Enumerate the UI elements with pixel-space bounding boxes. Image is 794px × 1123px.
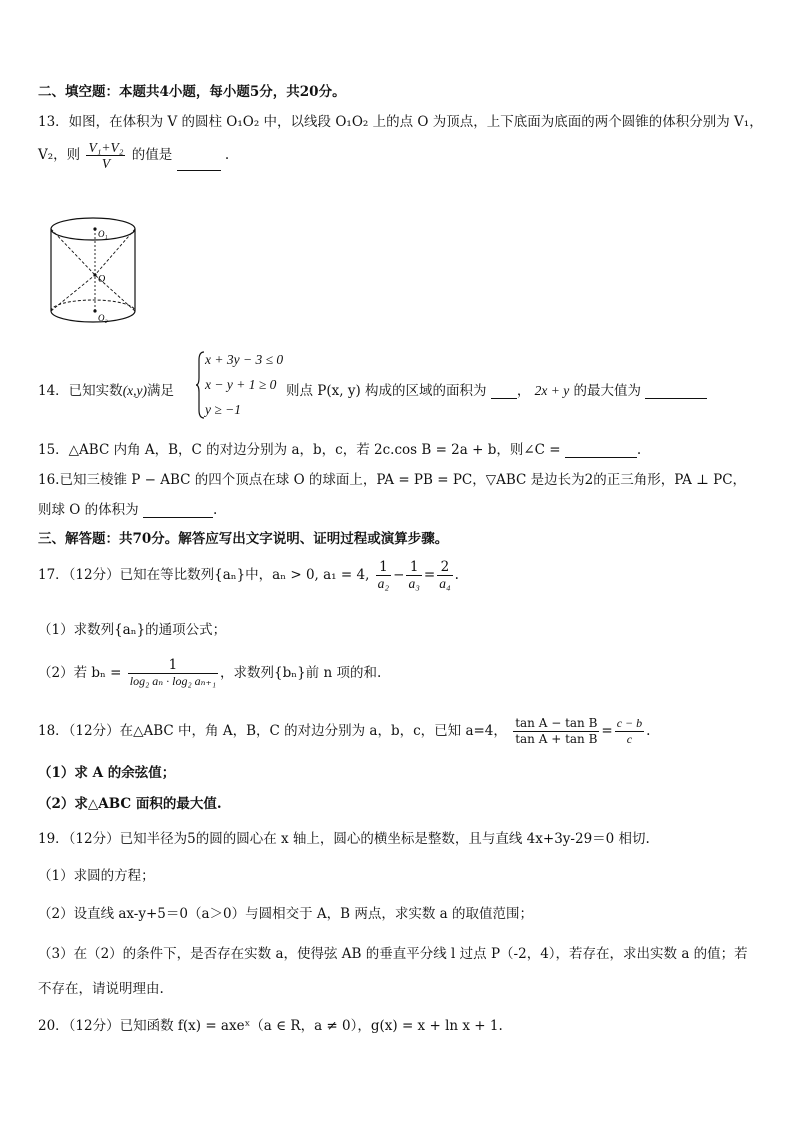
question-14-prefix xyxy=(38,379,174,399)
label-o: O xyxy=(98,274,106,285)
q13-fraction xyxy=(86,140,125,171)
q14-constraint-2: x − y + 1 ≥ 0 xyxy=(205,377,277,392)
q17-frac-2 xyxy=(406,560,421,591)
q17-p2-frac xyxy=(128,658,218,689)
q14-max-blank[interactable] xyxy=(645,384,707,399)
q13-answer-blank[interactable] xyxy=(177,156,221,171)
q17-frac-1-num: 1 xyxy=(376,560,391,576)
q17-pre: 17．（12分）已知在等比数列{aₙ}中，aₙ > 0, a₁ = 4, xyxy=(38,567,370,583)
question-18-part2: （2）求△ABC 面积的最大值. xyxy=(38,796,222,812)
q14-mid: 则点 P(x, y) 构成的区域的面积为 xyxy=(286,383,487,399)
q17-frac-1-den: a₂ xyxy=(377,576,390,591)
q13-prefix: V₂，则 xyxy=(38,147,81,163)
q17-frac-3-num: 2 xyxy=(437,560,452,576)
q18-frac-1 xyxy=(513,716,599,747)
question-13-line1: 13．如图，在体积为 V 的圆柱 O₁O₂ 中，以线段 O₁O₂ 上的点 O 为顶点，上下底面为底面的两个圆锥的体积分别为 V₁， xyxy=(38,114,763,130)
question-19-part3-line1: （3）在（2）的条件下，是否存在实数 a，使得弦 AB 的垂直平分线 l 过点 P（-2，4），若存在，求出实数 a 的值；若 xyxy=(38,946,748,962)
q16-end: . xyxy=(212,502,218,518)
question-17-stem xyxy=(38,560,459,591)
q15-answer-blank[interactable] xyxy=(565,443,637,458)
q17-minus: − xyxy=(393,567,405,583)
question-19-part3-line2: 不存在，请说明理由. xyxy=(38,981,164,997)
q17-frac-3-den: a₄ xyxy=(439,576,451,591)
q18-frac-2 xyxy=(615,716,644,747)
question-18-stem xyxy=(38,716,650,747)
q14-tail: 的最大值为 xyxy=(573,383,642,399)
question-19-stem: 19．（12分）已知半径为5的圆的圆心在 x 轴上，圆心的横坐标是整数，且与直线 4x+3y-29＝0 相切. xyxy=(38,831,650,847)
section-heading-solutions: 三、解答题：共70分。解答应写出文字说明、证明过程或演算步骤。 xyxy=(38,531,449,547)
question-16-line1: 16.已知三棱锥 P − ABC 的四个顶点在球 O 的球面上，PA = PB = PC，▽ABC 是边长为2的正三角形，PA ⊥ PC， xyxy=(38,472,747,488)
question-19-part2: （2）设直线 ax-y+5＝0（a＞0）与圆相交于 A，B 两点，求实数 a 的取值范围； xyxy=(38,906,534,922)
label-o2: O₂ xyxy=(98,313,108,323)
q16-answer-blank[interactable] xyxy=(143,503,213,518)
q14-satisfy: 满足 xyxy=(147,383,175,399)
q17-p2-den: log₂ aₙ · log₂ aₙ₊₁ xyxy=(129,674,217,688)
q14-area-blank[interactable] xyxy=(491,384,517,399)
question-14-rest xyxy=(286,379,707,399)
q17-frac-1 xyxy=(376,560,391,591)
q18-end: . xyxy=(646,723,651,739)
q17-frac-3 xyxy=(437,560,452,591)
q14-constraint-1: x + 3y − 3 ≤ 0 xyxy=(205,352,284,367)
q14-expr: 2x + y xyxy=(534,383,570,398)
question-18-part1: （1）求 A 的余弦值； xyxy=(38,765,176,781)
q18-frac-2-den: c xyxy=(626,732,633,746)
cylinder-diagram xyxy=(40,215,150,327)
q14-prefix-text: 14．已知实数 xyxy=(38,383,123,399)
q13-fraction-numerator: V₁+V₂ xyxy=(88,140,124,155)
q13-end: . xyxy=(224,147,230,163)
question-17-part2 xyxy=(38,658,381,689)
q17-frac-2-num: 1 xyxy=(406,560,421,576)
label-o1: O₁ xyxy=(98,229,108,239)
question-16-line2 xyxy=(38,498,217,518)
q14-sep: ， xyxy=(516,383,531,399)
q17-end: . xyxy=(454,567,459,583)
q14-constraint-3: y ≥ −1 xyxy=(205,402,242,417)
q15-end: . xyxy=(636,442,642,458)
question-19-part1: （1）求圆的方程； xyxy=(38,868,155,884)
q13-fraction-denominator: V xyxy=(101,156,111,171)
q16-line2-text: 则球 O 的体积为 xyxy=(38,502,139,518)
q17-p2-post: ，求数列{bₙ}前 n 项的和. xyxy=(220,665,382,681)
q17-p2-pre: （2）若 bₙ = xyxy=(38,665,122,681)
question-20-stem: 20．（12分）已知函数 f(x) = axeˣ（a ∈ R，a ≠ 0），g(x) = x + ln x + 1. xyxy=(38,1018,503,1034)
question-13-line2 xyxy=(38,140,229,171)
q14-xy: (x,y) xyxy=(122,383,148,398)
question-17-part1: （1）求数列{aₙ}的通项公式； xyxy=(38,622,227,638)
q17-frac-2-den: a₃ xyxy=(408,576,420,591)
q17-eq: = xyxy=(423,567,436,583)
q18-pre: 18．（12分）在△ABC 中，角 A，B，C 的对边分别为 a，b，c，已知 a=4， xyxy=(38,723,507,739)
cylinder-figure xyxy=(40,215,150,331)
q15-text: 15．△ABC 内角 A，B，C 的对边分别为 a，b，c，若 2c.cos B = 2a + b，则∠C = xyxy=(38,442,561,458)
q18-eq: = xyxy=(601,723,613,739)
q13-suffix: 的值是 xyxy=(131,147,173,163)
q17-p2-num: 1 xyxy=(128,658,218,674)
q18-frac-2-num: c − b xyxy=(616,716,643,730)
q18-frac-1-num: tan A − tan B xyxy=(515,716,598,730)
q18-frac-1-den: tan A + tan B xyxy=(515,732,598,746)
question-15 xyxy=(38,438,641,458)
section-heading-fill-in: 二、填空题：本题共4小题，每小题5分，共20分。 xyxy=(38,84,346,100)
